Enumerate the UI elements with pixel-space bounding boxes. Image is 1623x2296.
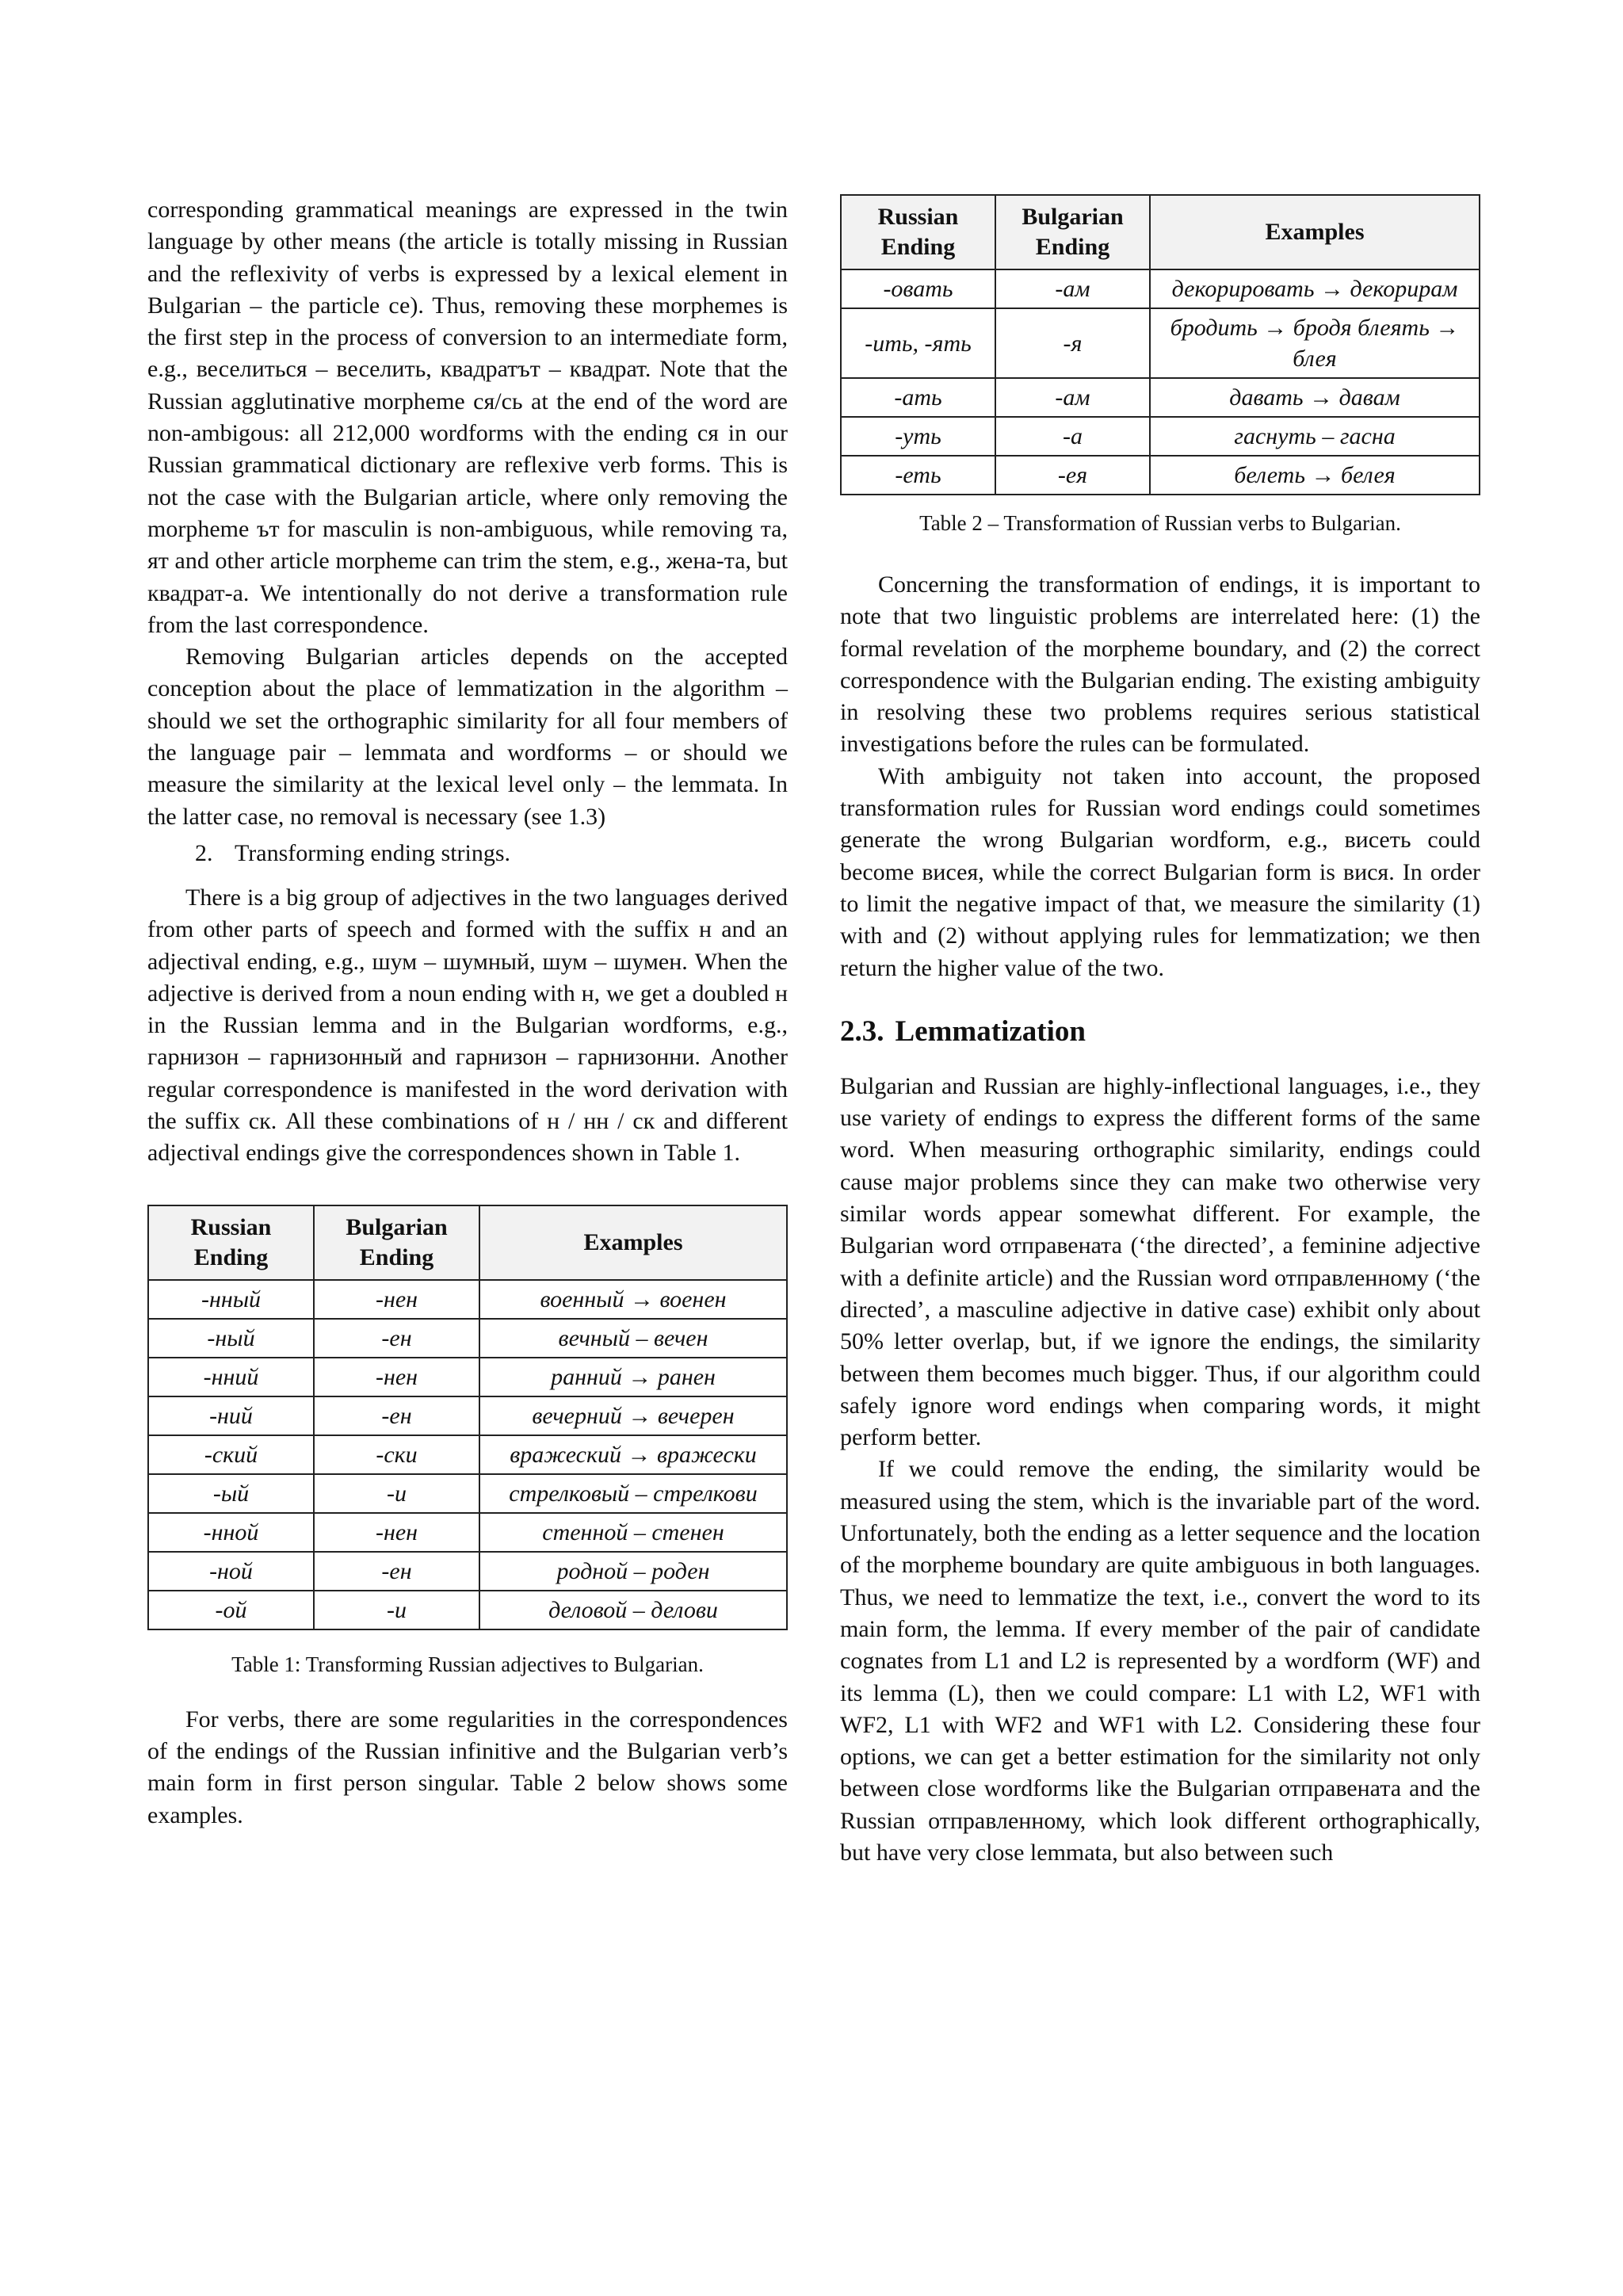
table-adjectives (147, 1205, 788, 1630)
example: военный → военен (479, 1280, 787, 1319)
example: белеть → белея (1150, 456, 1480, 495)
paragraph: For verbs, there are some regularities in the correspondences of the endings of the Russian infinitive and the Bulgarian verb’s main form in first person singular. Table 2 below shows some examples. (147, 1706, 788, 1828)
table-row (148, 1396, 787, 1435)
bulgarian-ending: -я (995, 308, 1150, 378)
paragraph: If we could remove the ending, the similarity would be measured using the stem, which is the invariable part of the word. Unfortunately, both the ending as a letter sequence and the location of the morpheme boundary are quite ambiguous in both languages. Thus, we need to lemmatize the text, i.e., convert the word to its main form, the lemma. If every member of the pair of candidate cognates from L1 and L2 is represented by a wordform (WF) and its lemma (L), then we could compare: L1 with L2, WF1 with WF2, L1 with WF2 and WF1 with L2. Considering these four options, we can get a better estimation for the similarity not only between close wordforms like the Bulgarian отправената and the Russian отправленному, which look different orthographically, but have very close lemmata, but also between such (840, 1456, 1480, 1866)
russian-ending: -овать (841, 269, 995, 308)
left-column (147, 194, 788, 1832)
example: гаснуть – гасна (1150, 417, 1480, 456)
table-header-cell: Bulgarian Ending (995, 195, 1150, 269)
numbered-item (195, 838, 788, 869)
paragraph: Removing Bulgarian articles depends on the accepted conception about the place of lemmatization in the algorithm – should we set the orthographic similarity for all four members of the language pair – lemmata and wordforms – or should we measure the similarity at the lexical level only – the lemmata. In the latter case, no removal is necessary (see 1.3) (147, 644, 788, 830)
bulgarian-ending: -ен (314, 1552, 479, 1591)
table-row (841, 417, 1480, 456)
table-row (148, 1591, 787, 1629)
right-column (840, 194, 1480, 1869)
russian-ending: -ать (841, 378, 995, 417)
example: деловой – делови (479, 1591, 787, 1629)
table-row (148, 1552, 787, 1591)
example: ранний → ранен (479, 1358, 787, 1396)
example: вражеский → вражески (479, 1435, 787, 1474)
bulgarian-ending: -ен (314, 1396, 479, 1435)
russian-ending: -ний (148, 1396, 314, 1435)
russian-ending: -ный (148, 1319, 314, 1358)
bulgarian-ending: -и (314, 1474, 479, 1513)
paragraph: Bulgarian and Russian are highly-inflectional languages, i.e., they use variety of endings to express the different forms of the same word. When measuring orthographic similarity, endings could cause major problems since they can make two otherwise very similar words appear somewhat different. For example, the Bulgarian word отправената (‘the directed’, a feminine adjective with a definite article) and the Russian word отправленному (‘the directed’, a masculine adjective in dative case) exhibit only about 50% letter overlap, but, if we ignore the endings, the similarity between them becomes much bigger. Thus, if our algorithm could safely ignore word endings when comparing words, it might perform better. (840, 1072, 1480, 1451)
paragraph: Concerning the transformation of endings, it is important to note that two linguistic problems are interrelated here: (1) the formal revelation of the morpheme boundary, and (2) the correct correspondence with the Bulgarian ending. The existing ambiguity in resolving these two problems requires serious statistical investigations before the rules can be formulated. (840, 571, 1480, 758)
example: стенной – стенен (479, 1513, 787, 1552)
example: стрелковый – стрелкови (479, 1474, 787, 1513)
russian-ending: -ить, -ять (841, 308, 995, 378)
example: декорировать → декорирам (1150, 269, 1480, 308)
section-title: Lemmatization (895, 1014, 1086, 1048)
russian-ending: -нний (148, 1358, 314, 1396)
section-heading (840, 1014, 1480, 1049)
table-row (148, 1513, 787, 1552)
section-number: 2.3. (840, 1014, 884, 1048)
russian-ending: -уть (841, 417, 995, 456)
russian-ending: -ский (148, 1435, 314, 1474)
table-header-cell: Russian Ending (841, 195, 995, 269)
example: бродить → бродя блеять → блея (1150, 308, 1480, 378)
bulgarian-ending: -а (995, 417, 1150, 456)
table-row (841, 308, 1480, 378)
table-row (841, 378, 1480, 417)
russian-ending: -ной (148, 1552, 314, 1591)
table-row (148, 1319, 787, 1358)
table-caption: Table 2 – Transformation of Russian verbs to Bulgarian. (919, 511, 1401, 535)
table-row (148, 1280, 787, 1319)
russian-ending: -нный (148, 1280, 314, 1319)
example: вечерний → вечерен (479, 1396, 787, 1435)
table-header-cell: Russian Ending (148, 1205, 314, 1280)
bulgarian-ending: -ски (314, 1435, 479, 1474)
table-header-cell: Examples (1150, 195, 1480, 269)
bulgarian-ending: -ам (995, 269, 1150, 308)
item-number: 2. (195, 839, 213, 866)
table-header-row (841, 195, 1480, 269)
table-row (148, 1358, 787, 1396)
item-text: Transforming ending strings. (235, 839, 511, 866)
example: родной – роден (479, 1552, 787, 1591)
table-header-cell: Examples (479, 1205, 787, 1280)
bulgarian-ending: -нен (314, 1280, 479, 1319)
russian-ending: -нной (148, 1513, 314, 1552)
russian-ending: -ый (148, 1474, 314, 1513)
paragraph: There is a big group of adjectives in the two languages derived from other parts of speech and formed with the suffix н and an adjectival ending, e.g., шум – шумный, шум – шумен. When the adjective is derived from a noun ending with н, we get a doubled н in the Russian lemma and in the Bulgarian wordforms, e.g., гарнизон – гарнизонный and гарнизон – гарнизонни. Another regular correspondence is manifested in the word derivation with the suffix ск. All these combinations of н / нн / ск and different adjectival endings give the correspondences shown in Table 1. (147, 884, 788, 1167)
bulgarian-ending: -нен (314, 1358, 479, 1396)
bulgarian-ending: -ея (995, 456, 1150, 495)
table-row (841, 456, 1480, 495)
bulgarian-ending: -ам (995, 378, 1150, 417)
russian-ending: -ой (148, 1591, 314, 1629)
table-row (148, 1474, 787, 1513)
bulgarian-ending: -и (314, 1591, 479, 1629)
example: давать → давам (1150, 378, 1480, 417)
table-row (148, 1435, 787, 1474)
example: вечный – вечен (479, 1319, 787, 1358)
table-header-cell: Bulgarian Ending (314, 1205, 479, 1280)
table-row (841, 269, 1480, 308)
table-verbs (840, 194, 1480, 495)
paragraph: With ambiguity not taken into account, the proposed transformation rules for Russian word endings could sometimes generate the wrong Bulgarian wordform, e.g., висеть could become висея, while the correct Bulgarian form is вися. In order to limit the negative impact of that, we measure the similarity (1) with and (2) without applying rules for lemmatization; we then return the higher value of the two. (840, 762, 1480, 981)
table-caption: Table 1: Transforming Russian adjectives to Bulgarian. (231, 1652, 704, 1676)
paragraph: corresponding grammatical meanings are expressed in the twin language by other means (the article is totally missing in Russian and the reflexivity of verbs is expressed by a lexical element in Bulgarian – the particle се). Thus, removing these morphemes is the first step in the process of conversion to an intermediate form, e.g., веселиться – веселить, квадратът – квадрат. Note that the Russian agglutinative morpheme ся/сь at the end of the word are non-ambigous: all 212,000 wordforms with the ending ся in our Russian grammatical dictionary are reflexive verb forms. This is not the case with the Bulgarian article, where only removing the morpheme ът for masculin is non-ambiguous, while removing та, ят and other article morpheme can trim the stem, e.g., жена-та, but квадрат-а. We intentionally do not derive a transformation rule from the last correspondence. (147, 197, 788, 638)
bulgarian-ending: -нен (314, 1513, 479, 1552)
table-header-row (148, 1205, 787, 1280)
russian-ending: -еть (841, 456, 995, 495)
bulgarian-ending: -ен (314, 1319, 479, 1358)
